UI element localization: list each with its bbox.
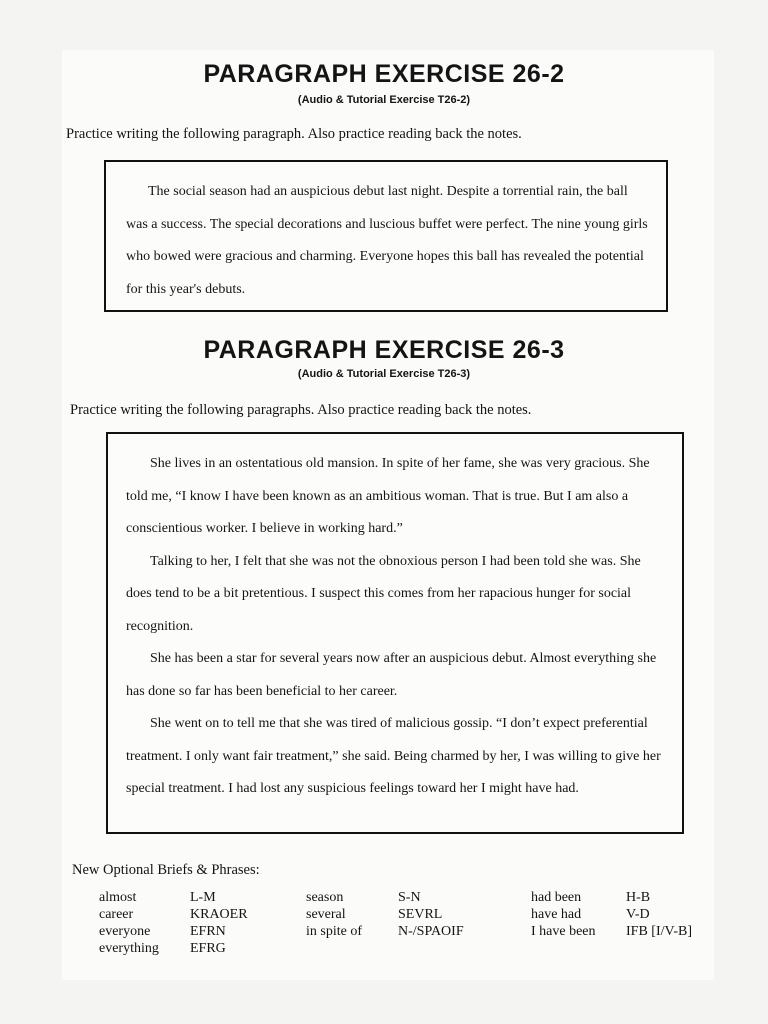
exercise-paragraph: She went on to tell me that she was tired of malicious gossip. “I don’t expect preferential treatment. I only want fair treatment,” she said. Being charmed by her, I was willing to give her special treatment. I had lost any suspicious feelings toward her I might have had. [126,716,661,796]
brief-code: SEVRL [398,907,443,922]
briefs-code-column [190,889,248,957]
brief-word: everything [99,941,159,956]
brief-word: almost [99,890,137,905]
brief-code: V-D [626,907,650,922]
exercise-paragraph: The social season had an auspicious debut last night. Despite a torrential rain, the ball was a success. The special decorations and luscious buffet were perfect. The nine young girls who bowed were gracious and charming. Everyone hopes this ball has revealed the potential for this year's debuts. [126,184,648,297]
briefs-code-column [398,889,464,940]
briefs-heading: New Optional Briefs & Phrases: [72,862,260,878]
brief-code: EFRG [190,941,226,956]
exercise-subtitle: (Audio & Tutorial Exercise T26-2) [297,94,471,106]
brief-code: IFB [I/V-B] [626,924,692,939]
exercise-text-box [106,432,684,834]
exercise-text-box [104,160,668,312]
exercise-title: PARAGRAPH EXERCISE 26-3 [203,336,565,364]
briefs-words-column [306,889,362,940]
exercise-paragraph: She has been a star for several years now after an auspicious debut. Almost everything she has done so far has been beneficial to her career. [126,651,657,699]
brief-word: everyone [99,924,151,939]
exercise-paragraph: She lives in an ostentatious old mansion. In spite of her fame, she was very gracious. She told me, “I know I have been known as an ambitious woman. That is true. But I am also a conscientious worker. I believe in working hard.” [126,456,650,536]
brief-code: H-B [626,890,651,905]
brief-code: S-N [398,890,421,905]
brief-word: career [99,907,134,922]
brief-word: had been [531,890,582,905]
brief-word: I have been [531,924,596,939]
brief-word: several [306,907,346,922]
briefs-words-column [99,889,159,957]
exercise-title: PARAGRAPH EXERCISE 26-2 [203,60,565,88]
brief-word: have had [531,907,582,922]
brief-word: in spite of [306,924,362,939]
brief-code: EFRN [190,924,226,939]
briefs-code-column [626,889,692,940]
exercise-paragraph: Talking to her, I felt that she was not the obnoxious person I had been told she was. She does tend to be a bit pretentious. I suspect this comes from her rapacious hunger for social recognition. [126,553,641,634]
exercise-instruction: Practice writing the following paragraphs. Also practice reading back the notes. [70,402,532,418]
brief-code: L-M [190,890,216,905]
exercise-subtitle: (Audio & Tutorial Exercise T26-3) [297,368,471,380]
brief-code: KRAOER [190,907,248,922]
exercise-instruction: Practice writing the following paragraph. Also practice reading back the notes. [66,126,522,142]
briefs-words-column [531,889,596,940]
brief-code: N-/SPAOIF [398,924,464,939]
brief-word: season [306,890,344,905]
